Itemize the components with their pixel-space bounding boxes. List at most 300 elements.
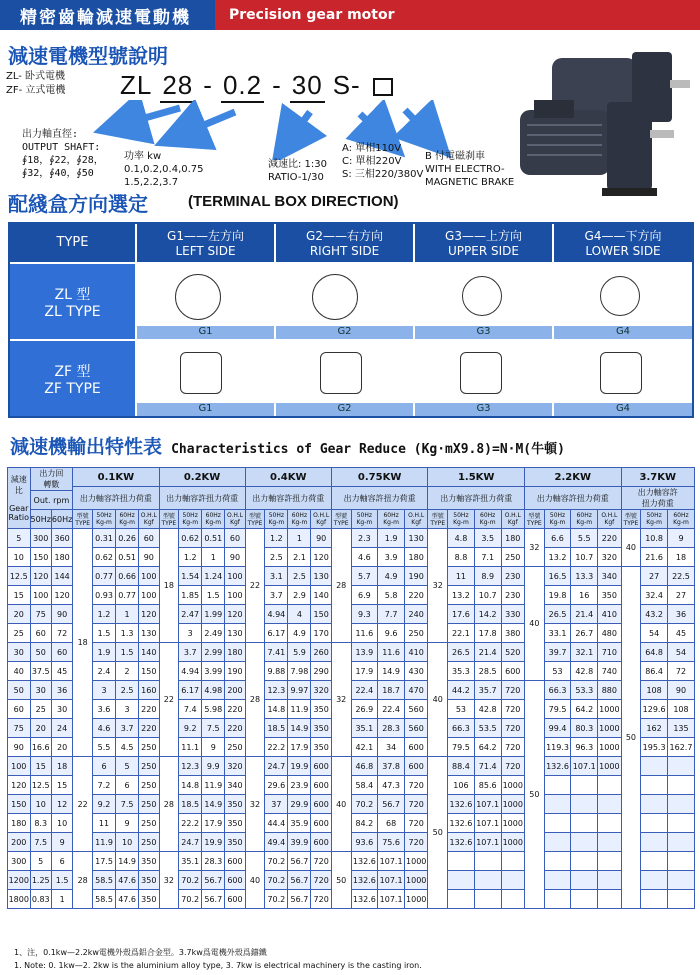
table-row [8, 624, 695, 643]
value-cell: 32.4 [641, 586, 668, 605]
value-cell: 600 [311, 795, 331, 814]
value-cell: 140 [139, 643, 159, 662]
value-cell: 107.1 [474, 833, 501, 852]
value-cell: 1.54 [179, 567, 202, 586]
sub-col-header: 型號 TYPE [159, 510, 179, 529]
type-cell: 28 [331, 529, 351, 643]
value-cell: 47.6 [116, 890, 139, 909]
value-cell: 4.94 [265, 605, 288, 624]
value-cell: 350 [598, 586, 621, 605]
value-cell: 10.8 [641, 529, 668, 548]
value-cell: 107.1 [474, 795, 501, 814]
value-cell: 150 [139, 662, 159, 681]
value-cell: 230 [501, 567, 524, 586]
value-cell: 1.5 [202, 586, 225, 605]
hz-header: 50Hz [30, 510, 51, 529]
value-cell [598, 890, 621, 909]
value-cell: 90 [311, 529, 331, 548]
value-cell: 0.77 [92, 567, 115, 586]
characteristics-table [7, 467, 695, 909]
value-cell [571, 795, 598, 814]
value-cell: 1000 [501, 814, 524, 833]
value-cell [474, 852, 501, 871]
type-cell: 32 [159, 852, 179, 909]
value-cell: 93.6 [351, 833, 378, 852]
value-cell: 90 [225, 548, 245, 567]
voltage-info [342, 142, 423, 181]
value-cell: 2.5 [116, 681, 139, 700]
value-cell [474, 890, 501, 909]
rpm60-cell: 15 [51, 776, 72, 795]
model-part: 28 [160, 70, 195, 103]
rpm50-cell: 75 [30, 605, 51, 624]
value-cell: 33.1 [544, 624, 571, 643]
value-cell: 1.9 [92, 643, 115, 662]
value-cell [641, 890, 668, 909]
sub-col-header: O.H.L Kgf [225, 510, 245, 529]
value-cell: 58.4 [351, 776, 378, 795]
type-cell: 32 [331, 643, 351, 757]
value-cell: 9.6 [378, 624, 405, 643]
value-cell: 1 [116, 605, 139, 624]
value-cell: 34 [378, 738, 405, 757]
value-cell: 24.7 [265, 757, 288, 776]
rpm60-cell: 120 [51, 586, 72, 605]
value-cell: 2.4 [92, 662, 115, 681]
value-cell: 130 [225, 624, 245, 643]
value-cell: 0.31 [92, 529, 115, 548]
rpm50-cell: 25 [30, 700, 51, 719]
value-cell: 3 [116, 700, 139, 719]
power-header: 3.7KW [621, 468, 694, 487]
value-cell: 5.9 [288, 643, 311, 662]
value-cell: 129.6 [641, 700, 668, 719]
value-cell: 26.7 [571, 624, 598, 643]
value-cell: 100 [225, 567, 245, 586]
note-en: 1. Note: 0. 1kw—2. 2kw is the aluminium alloy type, 3. 7kw is electrical machinery is the casting iron. [14, 961, 422, 970]
value-cell: 350 [311, 700, 331, 719]
value-cell: 42.8 [571, 662, 598, 681]
sub-col-header: 60Hz Kg-m [288, 510, 311, 529]
value-cell: 3 [92, 681, 115, 700]
zf-g1-label: G1 [137, 403, 274, 416]
value-cell: 54 [667, 643, 694, 662]
value-cell: 120 [225, 605, 245, 624]
voltage-c: C: 單相220V [342, 156, 402, 167]
value-cell: 9 [202, 738, 225, 757]
value-cell [544, 890, 571, 909]
table-row [8, 586, 695, 605]
value-cell: 14.9 [288, 719, 311, 738]
model-part: S- [332, 70, 361, 100]
value-cell: 32.1 [571, 643, 598, 662]
power-values: 1.5,2.2,3.7 [124, 177, 179, 188]
value-cell [641, 757, 668, 776]
zl-g3-label: G3 [415, 326, 552, 339]
ratio-en: Gear [9, 504, 29, 513]
value-cell [641, 814, 668, 833]
value-cell: 29.9 [288, 795, 311, 814]
model-code [120, 70, 401, 103]
col-zh: G2——右方向 [306, 229, 383, 243]
value-cell: 28.5 [474, 662, 501, 681]
value-cell: 3.6 [92, 700, 115, 719]
value-cell: 21.4 [571, 605, 598, 624]
torque-label: 出力軸容許 [637, 488, 678, 497]
rpm60-cell: 45 [51, 662, 72, 681]
value-cell: 180 [501, 529, 524, 548]
value-cell [641, 776, 668, 795]
value-cell: 14.8 [265, 700, 288, 719]
sub-col-header: 60Hz Kg-m [474, 510, 501, 529]
value-cell: 35.1 [351, 719, 378, 738]
value-cell: 720 [501, 700, 524, 719]
sub-col-header: 50Hz Kg-m [641, 510, 668, 529]
value-cell: 64.8 [641, 643, 668, 662]
value-cell: 5.5 [92, 738, 115, 757]
torque-header: 出力軸容許扭力荷重 [428, 487, 525, 510]
value-cell: 11.1 [179, 738, 202, 757]
value-cell: 320 [311, 681, 331, 700]
ratio-cell: 75 [8, 719, 31, 738]
value-cell: 90 [667, 681, 694, 700]
value-cell [448, 852, 475, 871]
header-title-zh: 精密齒輪減速電動機 [0, 0, 215, 30]
value-cell: 480 [598, 624, 621, 643]
sub-col-header: 50Hz Kg-m [544, 510, 571, 529]
value-cell [474, 871, 501, 890]
value-cell [501, 852, 524, 871]
value-cell: 290 [311, 662, 331, 681]
col-header-g4 [554, 224, 692, 262]
value-cell: 42.8 [474, 700, 501, 719]
page-header [0, 0, 700, 30]
value-cell: 220 [225, 700, 245, 719]
value-cell: 250 [139, 776, 159, 795]
table-row [8, 814, 695, 833]
value-cell: 2.49 [202, 624, 225, 643]
table-row [8, 643, 695, 662]
value-cell: 35.3 [448, 662, 475, 681]
value-cell: 410 [404, 643, 427, 662]
value-cell: 75.6 [378, 833, 405, 852]
value-cell: 250 [225, 738, 245, 757]
type-cell: 32 [428, 529, 448, 643]
value-cell [598, 795, 621, 814]
ratio-cell: 50 [8, 681, 31, 700]
value-cell: 130 [139, 624, 159, 643]
value-cell: 9.9 [202, 757, 225, 776]
value-cell: 0.62 [92, 548, 115, 567]
value-cell: 520 [501, 643, 524, 662]
value-cell: 107.1 [571, 757, 598, 776]
sub-col-header: 50Hz Kg-m [351, 510, 378, 529]
value-cell: 140 [311, 586, 331, 605]
value-cell: 18.5 [265, 719, 288, 738]
value-cell: 26.9 [351, 700, 378, 719]
rpm60-cell: 12 [51, 795, 72, 814]
table-row [8, 871, 695, 890]
value-cell: 106 [448, 776, 475, 795]
shaft-label-zh: 出力軸直徑: [22, 129, 79, 140]
table-header-row [8, 510, 695, 529]
value-cell: 17.6 [448, 605, 475, 624]
value-cell: 9.3 [351, 605, 378, 624]
value-cell [544, 833, 571, 852]
value-cell: 22.4 [351, 681, 378, 700]
value-cell: 16 [571, 586, 598, 605]
type-cell: 50 [621, 567, 641, 909]
value-cell: 200 [225, 681, 245, 700]
rpm50-cell: 12.5 [30, 776, 51, 795]
rpm60-cell: 1 [51, 890, 72, 909]
rpm60-cell: 60 [51, 643, 72, 662]
value-cell: 130 [311, 567, 331, 586]
value-cell [667, 871, 694, 890]
value-cell [544, 852, 571, 871]
value-cell: 68 [378, 814, 405, 833]
value-cell: 3.9 [378, 548, 405, 567]
value-cell: 132.6 [544, 757, 571, 776]
value-cell: 4.6 [351, 548, 378, 567]
value-cell [641, 833, 668, 852]
value-cell: 350 [225, 795, 245, 814]
type-header: TYPE [10, 224, 135, 262]
value-cell: 4.9 [288, 624, 311, 643]
value-cell: 6 [92, 757, 115, 776]
rpm60-cell: 72 [51, 624, 72, 643]
value-cell: 150 [311, 605, 331, 624]
zf-g3-label: G3 [415, 403, 552, 416]
ratio-cell: 300 [8, 852, 31, 871]
value-cell: 88.4 [448, 757, 475, 776]
value-cell: 84.2 [351, 814, 378, 833]
value-cell: 600 [311, 833, 331, 852]
value-cell: 7.4 [179, 700, 202, 719]
value-cell [667, 757, 694, 776]
value-cell: 6.9 [351, 586, 378, 605]
value-cell: 28.3 [378, 719, 405, 738]
value-cell: 14.9 [202, 795, 225, 814]
value-cell: 70.2 [265, 890, 288, 909]
ratio-cell: 40 [8, 662, 31, 681]
value-cell: 720 [404, 776, 427, 795]
value-cell: 4.98 [202, 681, 225, 700]
brake-info [425, 150, 514, 189]
value-cell: 19.8 [544, 586, 571, 605]
type-cell: 22 [73, 757, 93, 852]
ratio-cell: 1200 [8, 871, 31, 890]
ratio-info [268, 158, 327, 184]
value-cell: 740 [598, 662, 621, 681]
table-row [8, 567, 695, 586]
value-cell: 1.5 [92, 624, 115, 643]
value-cell: 710 [598, 643, 621, 662]
value-cell: 70.2 [179, 890, 202, 909]
power-header: 0.2KW [159, 468, 245, 487]
sub-col-header: O.H.L Kgf [598, 510, 621, 529]
value-cell: 11.9 [92, 833, 115, 852]
value-cell: 99.4 [544, 719, 571, 738]
value-cell [598, 852, 621, 871]
zf-g2-label: G2 [276, 403, 413, 416]
row-en: ZF TYPE [44, 380, 101, 397]
rpm50-cell: 120 [30, 567, 51, 586]
characteristics-title-zh: 減速機輸出特性表 [10, 436, 163, 458]
voltage-s: S: 三相220/380V [342, 169, 424, 180]
value-cell: 23.9 [288, 776, 311, 795]
torque-header: 出力軸容許扭力荷重 [159, 487, 245, 510]
ratio-cell: 60 [8, 700, 31, 719]
value-cell [667, 833, 694, 852]
rpm50-cell: 300 [30, 529, 51, 548]
sub-col-header: 60Hz Kg-m [378, 510, 405, 529]
value-cell [667, 890, 694, 909]
model-section-title: 減速電機型號說明 [8, 44, 168, 68]
power-values: 0.1,0.2,0.4,0.75 [124, 164, 204, 175]
value-cell: 7.1 [474, 548, 501, 567]
ratio-cell: 20 [8, 605, 31, 624]
table-row [8, 548, 695, 567]
value-cell: 3 [179, 624, 202, 643]
value-cell: 720 [404, 833, 427, 852]
hz-header: 60Hz [51, 510, 72, 529]
value-cell: 60 [139, 529, 159, 548]
sub-col-header: 50Hz Kg-m [179, 510, 202, 529]
value-cell: 43.2 [641, 605, 668, 624]
table-row [8, 757, 695, 776]
table-row [8, 605, 695, 624]
value-cell: 14.2 [474, 605, 501, 624]
value-cell: 49.4 [265, 833, 288, 852]
rpm60-cell: 36 [51, 681, 72, 700]
value-cell: 600 [311, 757, 331, 776]
value-cell: 350 [225, 833, 245, 852]
power-header: 1.5KW [428, 468, 525, 487]
value-cell: 119.3 [544, 738, 571, 757]
value-cell: 21.6 [641, 548, 668, 567]
value-cell: 37.8 [378, 757, 405, 776]
arrow-icon [360, 114, 385, 138]
value-cell: 7.98 [288, 662, 311, 681]
value-cell: 1000 [404, 871, 427, 890]
value-cell: 1.2 [179, 548, 202, 567]
ratio-cell: 150 [8, 795, 31, 814]
type-cell: 32 [245, 757, 265, 852]
value-cell: 28.3 [202, 852, 225, 871]
value-cell: 1.99 [202, 605, 225, 624]
value-cell: 162 [641, 719, 668, 738]
value-cell: 85.6 [474, 776, 501, 795]
value-cell [544, 776, 571, 795]
value-cell: 720 [404, 814, 427, 833]
table-row [8, 719, 695, 738]
zf-g4-label: G4 [554, 403, 692, 416]
rpm60-cell: 18 [51, 757, 72, 776]
ratio-en: Ratio [8, 513, 30, 522]
row-zh: ZL 型 [54, 286, 91, 303]
col-zh: G3——上方向 [445, 229, 522, 243]
torque-label: 扭力荷重 [641, 499, 674, 508]
sub-col-header: 型號 TYPE [73, 510, 93, 529]
value-cell: 10.7 [474, 586, 501, 605]
value-cell: 10 [116, 833, 139, 852]
table-row [8, 681, 695, 700]
value-cell: 17.5 [92, 852, 115, 871]
power-header: 2.2KW [525, 468, 622, 487]
rpm60-cell: 360 [51, 529, 72, 548]
rpm50-cell: 60 [30, 624, 51, 643]
value-cell: 17.9 [351, 662, 378, 681]
value-cell: 250 [139, 795, 159, 814]
value-cell: 1000 [404, 890, 427, 909]
value-cell: 107.1 [378, 871, 405, 890]
value-cell: 107.1 [378, 852, 405, 871]
value-cell: 220 [404, 586, 427, 605]
value-cell: 132.6 [448, 833, 475, 852]
value-cell: 560 [404, 719, 427, 738]
value-cell: 720 [311, 890, 331, 909]
value-cell: 600 [225, 871, 245, 890]
row-label-zf [10, 341, 135, 416]
value-cell: 250 [404, 624, 427, 643]
value-cell: 190 [404, 567, 427, 586]
type-cell: 50 [331, 852, 351, 909]
zl-g4-drawing [600, 276, 640, 316]
value-cell: 380 [501, 624, 524, 643]
rpm60-cell: 24 [51, 719, 72, 738]
value-cell: 190 [225, 662, 245, 681]
value-cell: 70.2 [265, 871, 288, 890]
rpm50-cell: 37.5 [30, 662, 51, 681]
value-cell [571, 871, 598, 890]
col-en: LOWER SIDE [585, 244, 661, 258]
torque-header: 出力軸容許扭力荷重 [73, 487, 159, 510]
rpm-label: 出力回 [39, 469, 64, 478]
sub-col-header: 60Hz Kg-m [116, 510, 139, 529]
type-cell: 40 [621, 529, 641, 567]
sub-col-header: 型號 TYPE [525, 510, 545, 529]
value-cell: 107.1 [378, 890, 405, 909]
value-cell: 14.9 [378, 662, 405, 681]
value-cell: 2.5 [265, 548, 288, 567]
value-cell: 39.9 [288, 833, 311, 852]
value-cell: 120 [139, 605, 159, 624]
shaft-values: ∮18，∮22，∮28， [22, 155, 104, 166]
value-cell: 350 [139, 852, 159, 871]
value-cell: 3.5 [474, 529, 501, 548]
value-cell: 7.41 [265, 643, 288, 662]
value-cell: 132.6 [351, 852, 378, 871]
ratio-cell: 120 [8, 776, 31, 795]
value-cell: 3.7 [179, 643, 202, 662]
value-cell [501, 890, 524, 909]
ratio-cell: 15 [8, 586, 31, 605]
rpm50-cell: 7.5 [30, 833, 51, 852]
value-cell: 2.5 [288, 567, 311, 586]
table-header-row [8, 468, 695, 487]
type-cell: 28 [245, 643, 265, 757]
output-shaft [22, 128, 104, 180]
sub-col-header: O.H.L Kgf [404, 510, 427, 529]
value-cell: 1000 [501, 776, 524, 795]
brake-label: B 付電磁刹車 [425, 151, 486, 162]
value-cell: 7.2 [92, 776, 115, 795]
value-cell: 4.5 [116, 738, 139, 757]
col-zh: G1——左方向 [167, 229, 244, 243]
value-cell: 430 [404, 662, 427, 681]
value-cell: 9 [667, 529, 694, 548]
